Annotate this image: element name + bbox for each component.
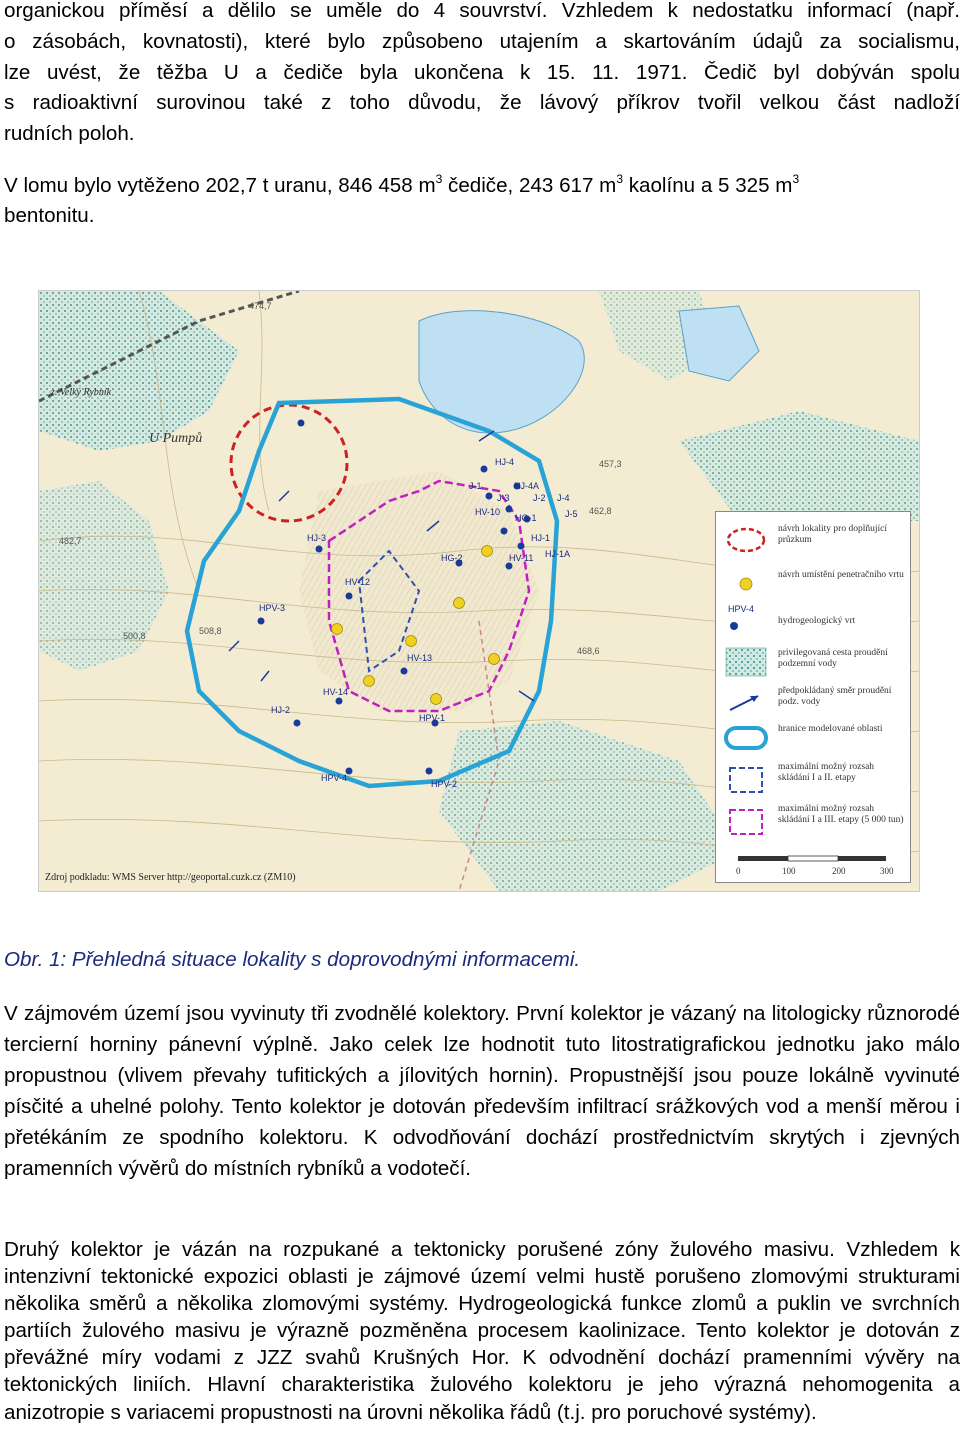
model-boundary-symbol (722, 718, 770, 758)
well-label: HV-14 (323, 687, 349, 697)
place-label: z. Velký Rybník (51, 387, 112, 398)
legend-label: předpokládaný směr proudění podz. vody (778, 686, 892, 707)
well-label: HG-1 (515, 513, 537, 523)
well-label: HV-13 (407, 653, 433, 663)
well-label: HJ-3 (307, 533, 327, 543)
legend-label: návrh lokality pro doplňující průzkum (778, 524, 887, 545)
well-label: HV-10 (475, 507, 501, 517)
legend-well-code: HPV-4 (728, 604, 755, 614)
spot-height: 508,8 (199, 626, 222, 636)
site-map (38, 290, 920, 892)
paragraph-second-aquifer: Druhý kolektor je vázán na rozpukané a tektonicky porušené zóny žulového masivu. Vzhledem k intenzivní tektonické expozici oblasti je zájmové území velmi hustě porušeno zlomovými strukturami několika směrů a několika zlomovými systémy. Hydrogeologická funkce zlomů a puklin ve svrchních partiích žulového masivu je výrazně pozměněna procesem kaolinizace. Tento kolektor je dotován z převážné míry vodami z JZZ svahů Krušných Hor. K odvodnění dochází pramenními vývěry na tektonických liniích. Hlavní charakteristika žulového kolektoru je jeho výrazná nehomogenita a anizotropie s variacemi propustnosti na úrovni několika řádů (t.j. pro poruchové systémy). (4, 1238, 960, 1424)
well-label: J-4 (557, 493, 570, 503)
well-label: J-1 (469, 481, 482, 491)
well-label: HPV-3 (259, 603, 286, 613)
scale-label: 0 (736, 866, 741, 876)
mining-text: čediče, 243 617 m (442, 174, 617, 197)
figure-caption: Obr. 1: Přehledná situace lokality s doprovodnými informacemi. (4, 948, 581, 971)
well-label: HJ-1 (531, 533, 551, 543)
legend-label: hranice modelované oblasti (778, 724, 883, 734)
mining-text: kaolínu a 5 325 m (623, 174, 793, 197)
well-label: HJ-4 (495, 457, 515, 467)
well-label: J-2 (533, 493, 546, 503)
well-label: HV-11 (509, 553, 534, 563)
well-label: HG-2 (441, 553, 463, 563)
well-label: J-3 (497, 493, 510, 503)
well-label: HV-12 (345, 577, 371, 587)
well-label: HPV-4 (321, 773, 348, 783)
legend-label: hydrogeologický vrt (778, 616, 856, 626)
legend-label: návrh umístění penetračního vrtu (778, 570, 904, 580)
superscript: 3 (792, 172, 800, 186)
map-source: Zdroj podkladu: WMS Server http://geoportal.cuzk.cz (ZM10) (45, 872, 296, 883)
stage-1-2-symbol (722, 760, 770, 800)
well-label: HPV-2 (431, 779, 458, 789)
scale-label: 300 (880, 866, 894, 876)
proposed-locality-symbol (722, 520, 770, 560)
scale-label: 200 (832, 866, 846, 876)
spot-height: 468,6 (577, 646, 600, 656)
intro-line: o zásobách, kovnatosti), které bylo způsobeno utajením a skartováním údajů za socialismu, (4, 30, 960, 53)
well-label: HJ-2 (271, 705, 291, 715)
scale-bar (738, 854, 888, 864)
spot-height: 474,7 (249, 301, 272, 311)
map-legend (715, 511, 911, 883)
legend-label: privilegovaná cesta proudění podzemní vody (778, 648, 888, 669)
well-label: HJ-4A (514, 481, 540, 491)
penetration-well-symbol (722, 564, 770, 604)
legend-label: maximální možný rozsah skládání I a II. etapy (778, 762, 875, 783)
intro-line: rudních poloh. (4, 122, 135, 145)
stage-1-3-symbol (722, 802, 770, 842)
well-label: J-5 (565, 509, 578, 519)
spot-height: 462,8 (589, 506, 612, 516)
scale-label: 100 (782, 866, 796, 876)
flow-direction-symbol (722, 682, 770, 722)
spot-height: 457,3 (599, 459, 622, 469)
intro-line: organickou příměsí a dělilo se uměle do 4 souvrství. Vzhledem k nedostatku informací (např. (4, 0, 960, 22)
superscript: 3 (435, 172, 443, 186)
mining-text: V lomu bylo vytěženo 202,7 t uranu, 846 458 m (4, 174, 436, 197)
spot-height: 500,8 (123, 631, 146, 641)
place-label: U Pumpů (149, 431, 203, 446)
mining-paragraph (4, 171, 960, 231)
privileged-path-symbol (722, 642, 770, 682)
legend-label: maximální možný rozsah skládání I a III. etapy (5 000 tun) (778, 804, 904, 825)
spot-height: 482,7 (59, 536, 82, 546)
well-label: HJ-1A (545, 549, 571, 559)
intro-line: s radioaktivní surovinou také z toho důvodu, že lávový příkrov tvořil velkou část nadloží (4, 91, 960, 114)
intro-line: lze uvést, že těžba U a čediče byla ukončena k 15. 11. 1971. Čedič byl dobýván spolu (4, 61, 960, 84)
paragraph-first-aquifer: V zájmovém území jsou vyvinuty tři zvodnělé kolektory. První kolektor je vázaný na litologicky různorodé tercierní horniny pánevní výplně. Jako celek lze hodnotit tuto litostratigrafickou jednotku jako málo propustnou (vlivem převahy tufitických a jílovitých hornin). Propustnější jsou pouze lokálně vyvinuté písčité a uhelné polohy. Tento kolektor je dotován především infiltrací srážkových vod a menší měrou i přetékáním ze spodního kolektoru. K odvodňování dochází prostřednictvím skrytých i zjevných pramenních vývěrů do místních rybníků a vodotečí. (4, 1002, 960, 1180)
superscript: 3 (616, 172, 623, 186)
well-label: HPV-1 (419, 713, 446, 723)
mining-text: bentonitu. (4, 203, 95, 227)
